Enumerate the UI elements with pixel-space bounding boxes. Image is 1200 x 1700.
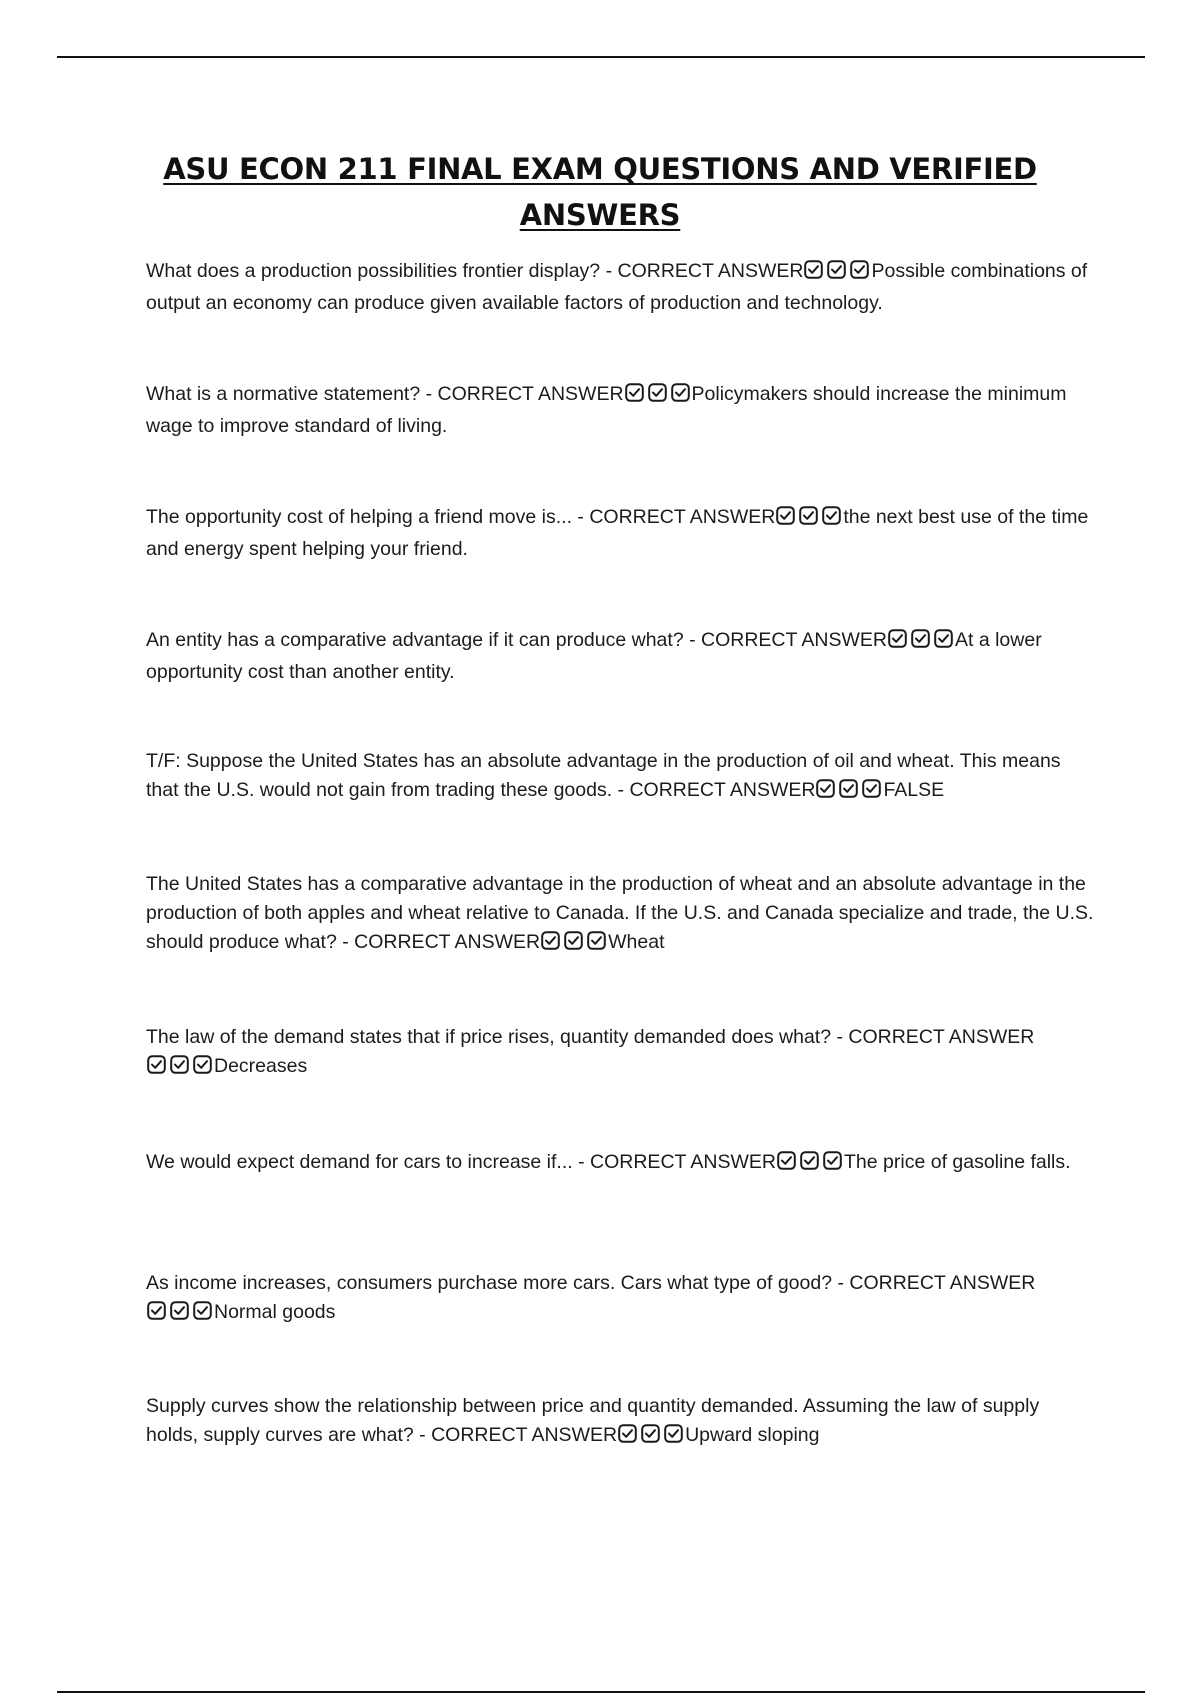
- answer-marker: - CORRECT ANSWER: [425, 383, 624, 405]
- qa-item: [146, 380, 1096, 441]
- question-text: T/F: Suppose the United States has an absolute advantage in the production of oil and wheat. This means that the U.S. would not gain from trading these goods.: [146, 750, 1061, 801]
- check-marks: [777, 1151, 843, 1180]
- check-marks: [147, 1301, 213, 1330]
- footer-rule: [57, 1691, 1145, 1693]
- qa-item: [146, 503, 1096, 564]
- answer-text: At a lower opportunity cost than another entity.: [146, 629, 1042, 683]
- qa-item: [146, 747, 1096, 808]
- checked-box-icon: [823, 1151, 842, 1170]
- answer-marker: - CORRECT ANSWER: [578, 1151, 777, 1173]
- check-marks: [776, 506, 842, 535]
- question-text: We would expect demand for cars to increase if...: [146, 1151, 573, 1173]
- checked-box-icon: [816, 779, 835, 798]
- answer-marker: - CORRECT ANSWER: [342, 931, 541, 953]
- checked-box-icon: [587, 931, 606, 950]
- checked-box-icon: [147, 1055, 166, 1074]
- answer-text: Normal goods: [214, 1301, 336, 1323]
- checked-box-icon: [648, 383, 667, 402]
- question-text: The law of the demand states that if price rises, quantity demanded does what?: [146, 1026, 832, 1048]
- checked-box-icon: [888, 629, 907, 648]
- qa-item: [146, 1023, 1096, 1084]
- answer-text: Decreases: [214, 1055, 308, 1077]
- answer-text: the next best use of the time and energy spent helping your friend.: [146, 506, 1089, 560]
- question-text: What does a production possibilities frontier display?: [146, 260, 601, 282]
- check-marks: [625, 383, 691, 412]
- checked-box-icon: [625, 383, 644, 402]
- qa-item: [146, 257, 1096, 318]
- checked-box-icon: [193, 1301, 212, 1320]
- checked-box-icon: [804, 260, 823, 279]
- checked-box-icon: [170, 1301, 189, 1320]
- checked-box-icon: [147, 1301, 166, 1320]
- answer-text: Wheat: [608, 931, 665, 953]
- check-marks: [888, 629, 954, 658]
- answer-marker: - CORRECT ANSWER: [577, 506, 776, 528]
- answer-marker: - CORRECT ANSWER: [837, 1272, 1036, 1294]
- checked-box-icon: [170, 1055, 189, 1074]
- check-marks: [147, 1055, 213, 1084]
- question-text: What is a normative statement?: [146, 383, 421, 405]
- answer-marker: - CORRECT ANSWER: [836, 1026, 1035, 1048]
- question-text: The United States has a comparative advantage in the production of wheat and an absolute advantage in the production of both apples and wheat relative to Canada. If the U.S. and Canada specialize and trade, the U.S. should produce what?: [146, 873, 1094, 953]
- checked-box-icon: [541, 931, 560, 950]
- checked-box-icon: [777, 1151, 796, 1170]
- checked-box-icon: [822, 506, 841, 525]
- checked-box-icon: [850, 260, 869, 279]
- header-rule: [57, 56, 1145, 58]
- checked-box-icon: [911, 629, 930, 648]
- answer-text: FALSE: [883, 779, 945, 801]
- check-marks: [816, 779, 882, 808]
- qa-item: [146, 626, 1096, 687]
- question-text: The opportunity cost of helping a friend move is...: [146, 506, 572, 528]
- answer-text: Possible combinations of output an economy can produce given available factors of production and technology.: [146, 260, 1088, 314]
- answer-text: The price of gasoline falls.: [844, 1151, 1071, 1173]
- question-text: Supply curves show the relationship between price and quantity demanded. Assuming the law of supply holds, supply curves are what?: [146, 1395, 1040, 1446]
- qa-item: [146, 1269, 1096, 1330]
- check-marks: [618, 1424, 684, 1453]
- answer-marker: - CORRECT ANSWER: [689, 629, 887, 651]
- checked-box-icon: [799, 506, 818, 525]
- checked-box-icon: [934, 629, 953, 648]
- answer-text: Upward sloping: [685, 1424, 820, 1446]
- qa-item: [146, 870, 1096, 960]
- qa-item: [146, 1148, 1096, 1180]
- question-text: An entity has a comparative advantage if it can produce what?: [146, 629, 684, 651]
- document-title: ASU ECON 211 FINAL EXAM QUESTIONS AND VERIFIED ANSWERS: [163, 152, 1037, 232]
- check-marks: [541, 931, 607, 960]
- checked-box-icon: [193, 1055, 212, 1074]
- checked-box-icon: [671, 383, 690, 402]
- answer-marker: - CORRECT ANSWER: [605, 260, 804, 282]
- checked-box-icon: [664, 1424, 683, 1443]
- answer-text: Policymakers should increase the minimum wage to improve standard of living.: [146, 383, 1067, 437]
- checked-box-icon: [564, 931, 583, 950]
- checked-box-icon: [827, 260, 846, 279]
- checked-box-icon: [776, 506, 795, 525]
- check-marks: [804, 260, 870, 289]
- checked-box-icon: [839, 779, 858, 798]
- checked-box-icon: [862, 779, 881, 798]
- answer-marker: - CORRECT ANSWER: [419, 1424, 618, 1446]
- answer-marker: - CORRECT ANSWER: [617, 779, 816, 801]
- question-text: As income increases, consumers purchase more cars. Cars what type of good?: [146, 1272, 833, 1294]
- checked-box-icon: [618, 1424, 637, 1443]
- checked-box-icon: [641, 1424, 660, 1443]
- qa-item: [146, 1392, 1096, 1453]
- checked-box-icon: [800, 1151, 819, 1170]
